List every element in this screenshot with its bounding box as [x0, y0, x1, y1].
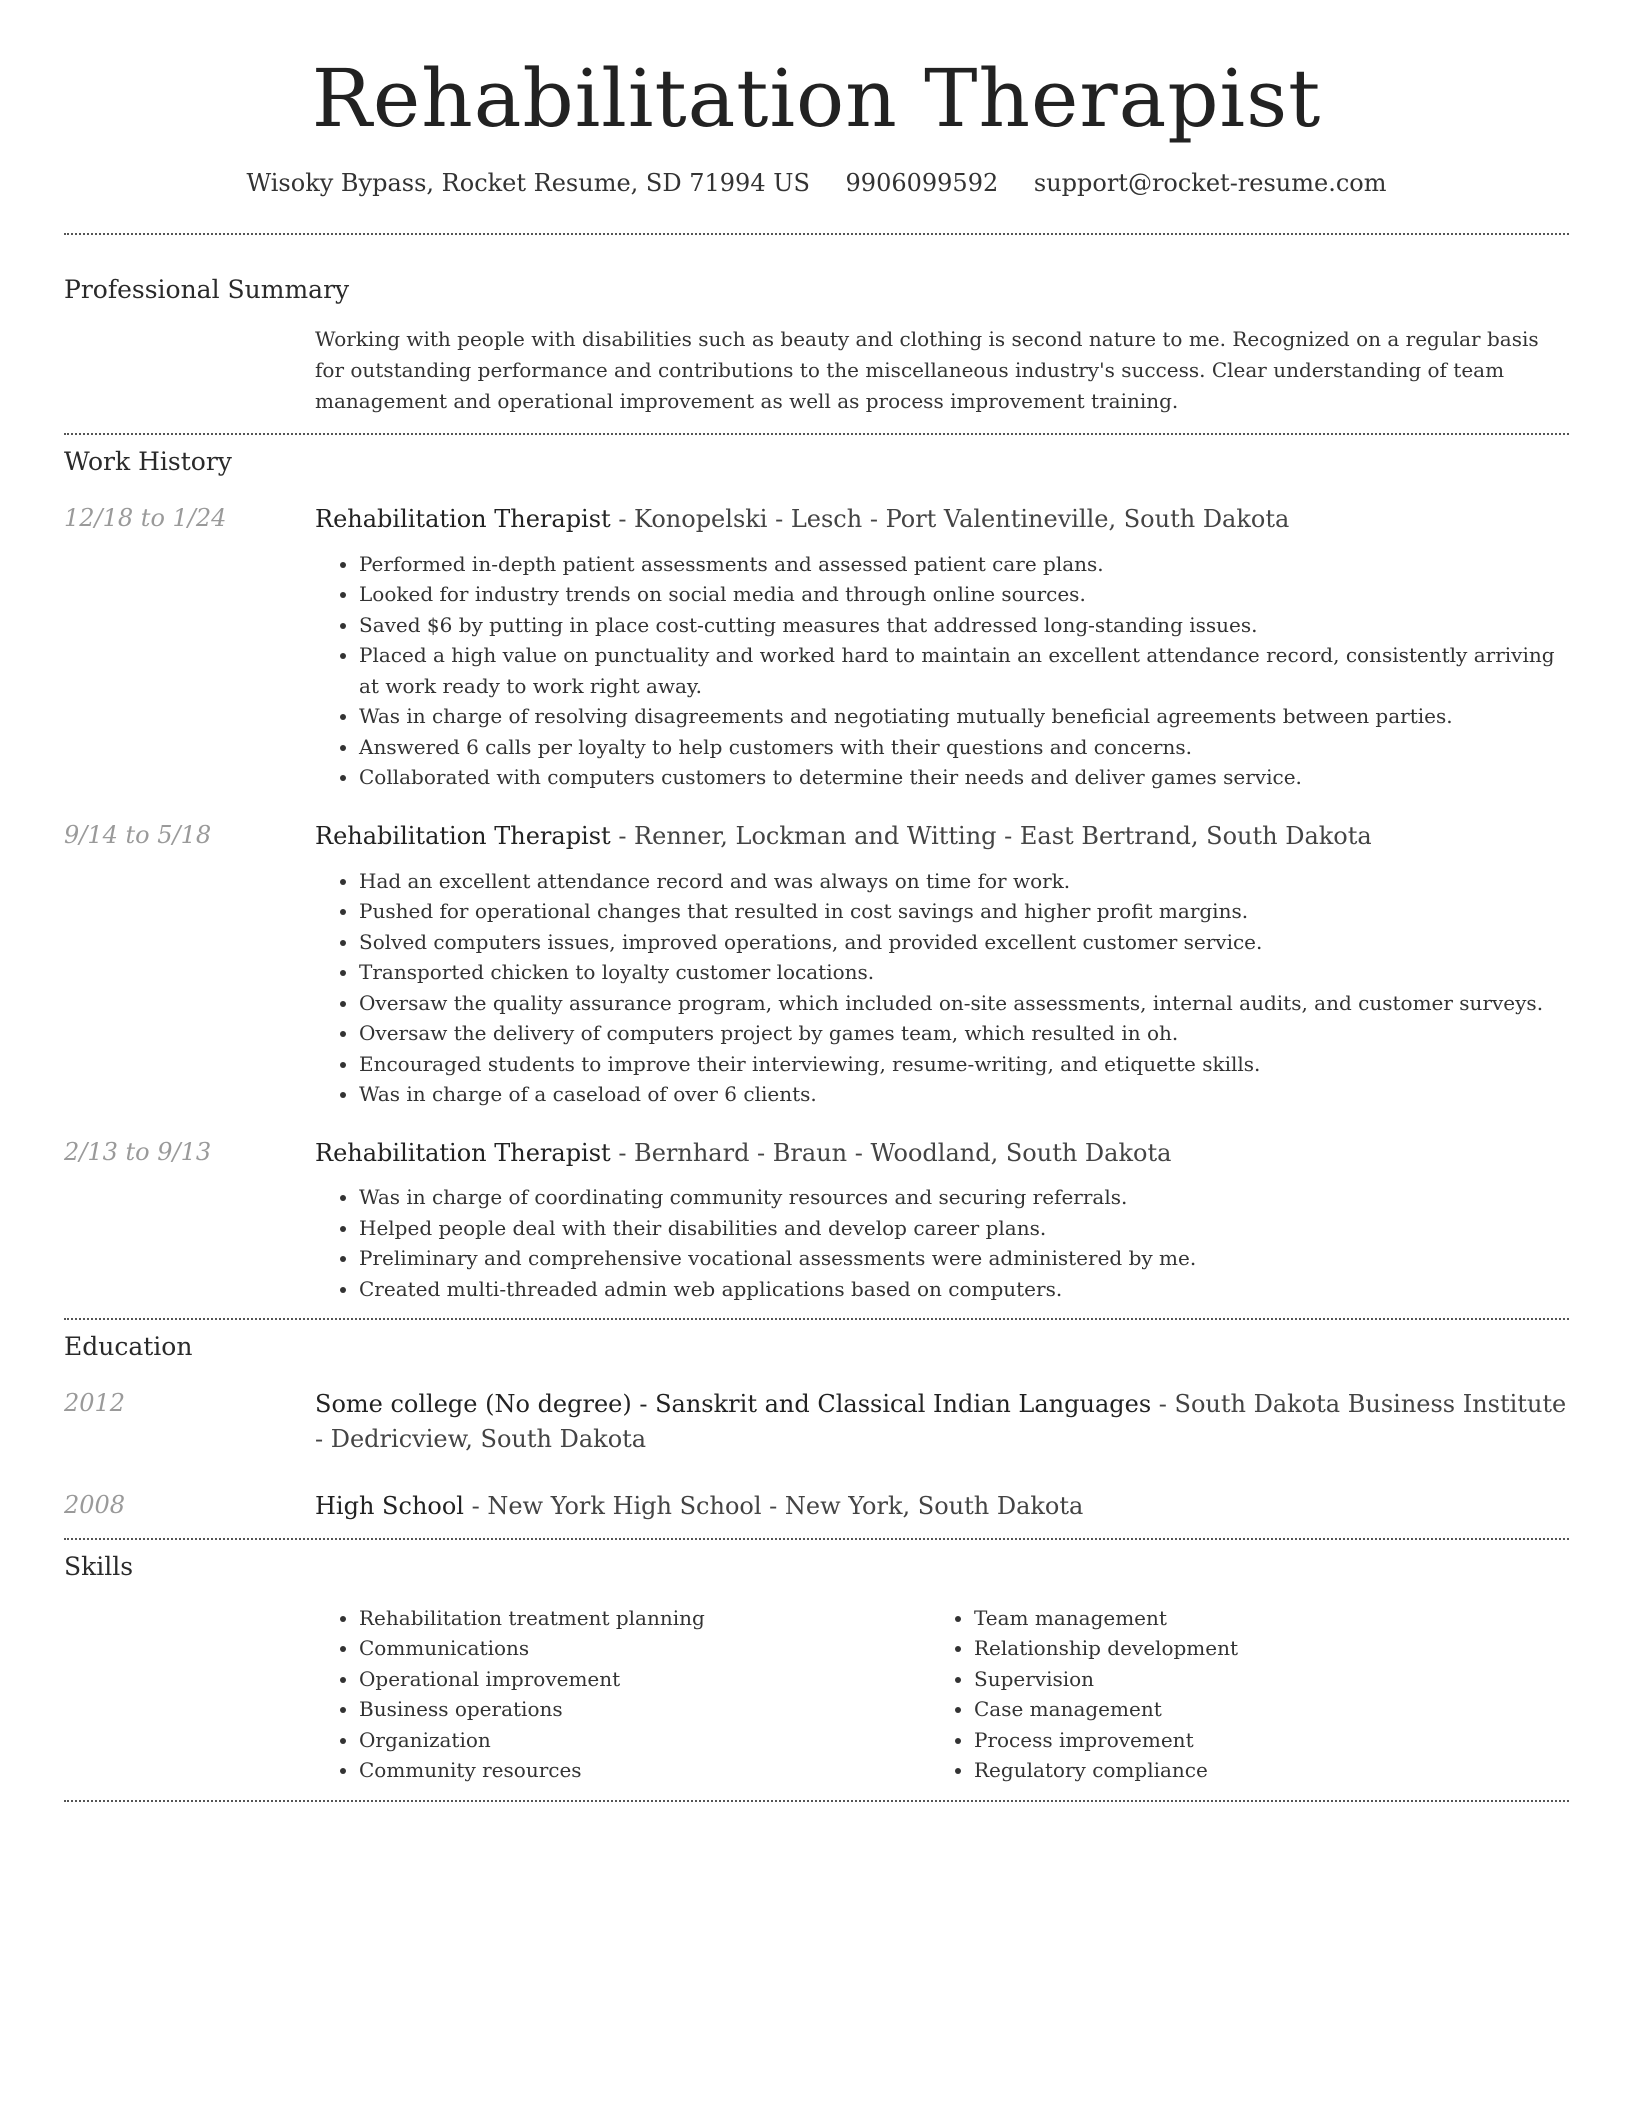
list-item: • Was in charge of coordinating community resources and securing referrals.	[359, 1182, 1569, 1213]
skill-item: • Rehabilitation treatment planning	[359, 1603, 930, 1634]
education-degree: High School	[315, 1491, 464, 1520]
section-title-work: Work History	[64, 447, 232, 476]
skill-item: • Supervision	[974, 1664, 1545, 1695]
job-entry	[64, 1136, 1569, 1305]
list-item: • Created multi-threaded admin web applications based on computers.	[359, 1274, 1569, 1305]
summary-section	[64, 275, 1569, 417]
section-divider	[64, 1538, 1569, 1540]
skill-item: • Process improvement	[974, 1725, 1545, 1756]
contact-email: support@rocket-resume.com	[1033, 169, 1387, 197]
list-item: • Had an excellent attendance record and was always on time for work.	[359, 866, 1569, 897]
education-entry	[64, 1489, 1569, 1524]
list-item: • Oversaw the quality assurance program, which included on-site assessments, internal audits, and customer surveys.	[359, 988, 1569, 1019]
list-item: • Was in charge of resolving disagreements and negotiating mutually beneficial agreements between parties.	[359, 701, 1569, 732]
contact-phone: 9906099592	[845, 169, 999, 197]
education-year: 2008	[64, 1490, 126, 1519]
job-entry	[64, 819, 1569, 1110]
skill-item: • Community resources	[359, 1755, 930, 1786]
skill-item: • Team management	[974, 1603, 1545, 1634]
skills-column-left	[315, 1603, 930, 1786]
job-details: - Konopelski - Lesch - Port Valentineville, South Dakota	[610, 505, 1290, 533]
education-degree: Some college (No degree) - Sanskrit and Classical Indian Languages	[315, 1390, 1152, 1419]
list-item: • Looked for industry trends on social media and through online sources.	[359, 579, 1569, 610]
job-dates: 9/14 to 5/18	[64, 820, 212, 849]
list-item: • Encouraged students to improve their interviewing, resume-writing, and etiquette skills.	[359, 1049, 1569, 1080]
education-details: - South Dakota Business Institute - Dedricview, South Dakota	[315, 1390, 1567, 1454]
list-item: • Placed a high value on punctuality and worked hard to maintain an excellent attendance record, consistently arriving at work ready to work right away.	[359, 640, 1569, 701]
list-item: • Preliminary and comprehensive vocational assessments were administered by me.	[359, 1243, 1569, 1274]
contact-address: Wisoky Bypass, Rocket Resume, SD 71994 US	[246, 169, 810, 197]
list-item: • Was in charge of a caseload of over 6 clients.	[359, 1079, 1569, 1110]
list-item: • Saved $6 by putting in place cost-cutting measures that addressed long-standing issues.	[359, 610, 1569, 641]
skill-item: • Communications	[359, 1633, 930, 1664]
skill-item: • Operational improvement	[359, 1664, 930, 1695]
list-item: • Pushed for operational changes that resulted in cost savings and higher profit margins.	[359, 896, 1569, 927]
skill-item: • Business operations	[359, 1694, 930, 1725]
skill-item: • Case management	[974, 1694, 1545, 1725]
skills-section	[64, 1552, 1569, 1786]
section-title-summary: Professional Summary	[64, 275, 350, 304]
job-details: - Renner, Lockman and Witting - East Bertrand, South Dakota	[610, 821, 1372, 850]
job-dates: 2/13 to 9/13	[64, 1137, 212, 1166]
education-section	[64, 1332, 1569, 1523]
skills-list	[315, 1603, 930, 1786]
skills-column-right	[930, 1603, 1545, 1786]
section-title-skills: Skills	[64, 1551, 134, 1581]
list-item: • Solved computers issues, improved operations, and provided excellent customer service.	[359, 927, 1569, 958]
skill-item: • Regulatory compliance	[974, 1755, 1545, 1786]
skill-item: • Organization	[359, 1725, 930, 1756]
job-role: Rehabilitation Therapist	[315, 1138, 611, 1167]
education-entry	[64, 1387, 1569, 1457]
section-divider	[64, 233, 1569, 235]
skills-list	[930, 1603, 1545, 1786]
list-item: • Transported chicken to loyalty customer locations.	[359, 957, 1569, 988]
contact-line	[64, 169, 1569, 197]
resume-page	[64, 0, 1569, 1802]
job-heading	[315, 819, 1569, 854]
education-heading	[315, 1387, 1569, 1457]
job-role: Rehabilitation Therapist	[315, 505, 611, 533]
list-item: • Helped people deal with their disabilities and develop career plans.	[359, 1213, 1569, 1244]
list-item: • Performed in-depth patient assessments and assessed patient care plans.	[359, 549, 1569, 580]
job-details: - Bernhard - Braun - Woodland, South Dakota	[610, 1138, 1172, 1167]
job-bullets	[315, 1182, 1569, 1304]
job-bullets	[315, 866, 1569, 1110]
job-bullets	[315, 549, 1569, 793]
list-item: • Oversaw the delivery of computers project by games team, which resulted in oh.	[359, 1018, 1569, 1049]
education-heading	[315, 1489, 1569, 1524]
job-heading	[315, 502, 1569, 537]
education-details: - New York High School - New York, South Dakota	[463, 1491, 1084, 1520]
work-history-section	[64, 447, 1569, 1304]
section-divider	[64, 1318, 1569, 1320]
education-year: 2012	[64, 1389, 126, 1418]
section-divider	[64, 433, 1569, 435]
list-item: • Collaborated with computers customers to determine their needs and deliver games service.	[359, 762, 1569, 793]
job-dates: 12/18 to 1/24	[64, 504, 227, 532]
resume-name: Rehabilitation Therapist	[311, 52, 1322, 145]
job-heading	[315, 1136, 1569, 1171]
section-divider	[64, 1800, 1569, 1802]
summary-text: Working with people with disabilities such as beauty and clothing is second nature to me. Recognized on a regular basis for outstanding performance and contributions to the miscellaneous industry's success. Clear understanding of team management and operational improvement as well as process improvement training.	[315, 327, 1539, 413]
list-item: • Answered 6 calls per loyalty to help customers with their questions and concerns.	[359, 732, 1569, 763]
job-entry	[64, 502, 1569, 793]
job-role: Rehabilitation Therapist	[315, 821, 611, 850]
skill-item: • Relationship development	[974, 1633, 1545, 1664]
section-title-education: Education	[64, 1332, 193, 1362]
